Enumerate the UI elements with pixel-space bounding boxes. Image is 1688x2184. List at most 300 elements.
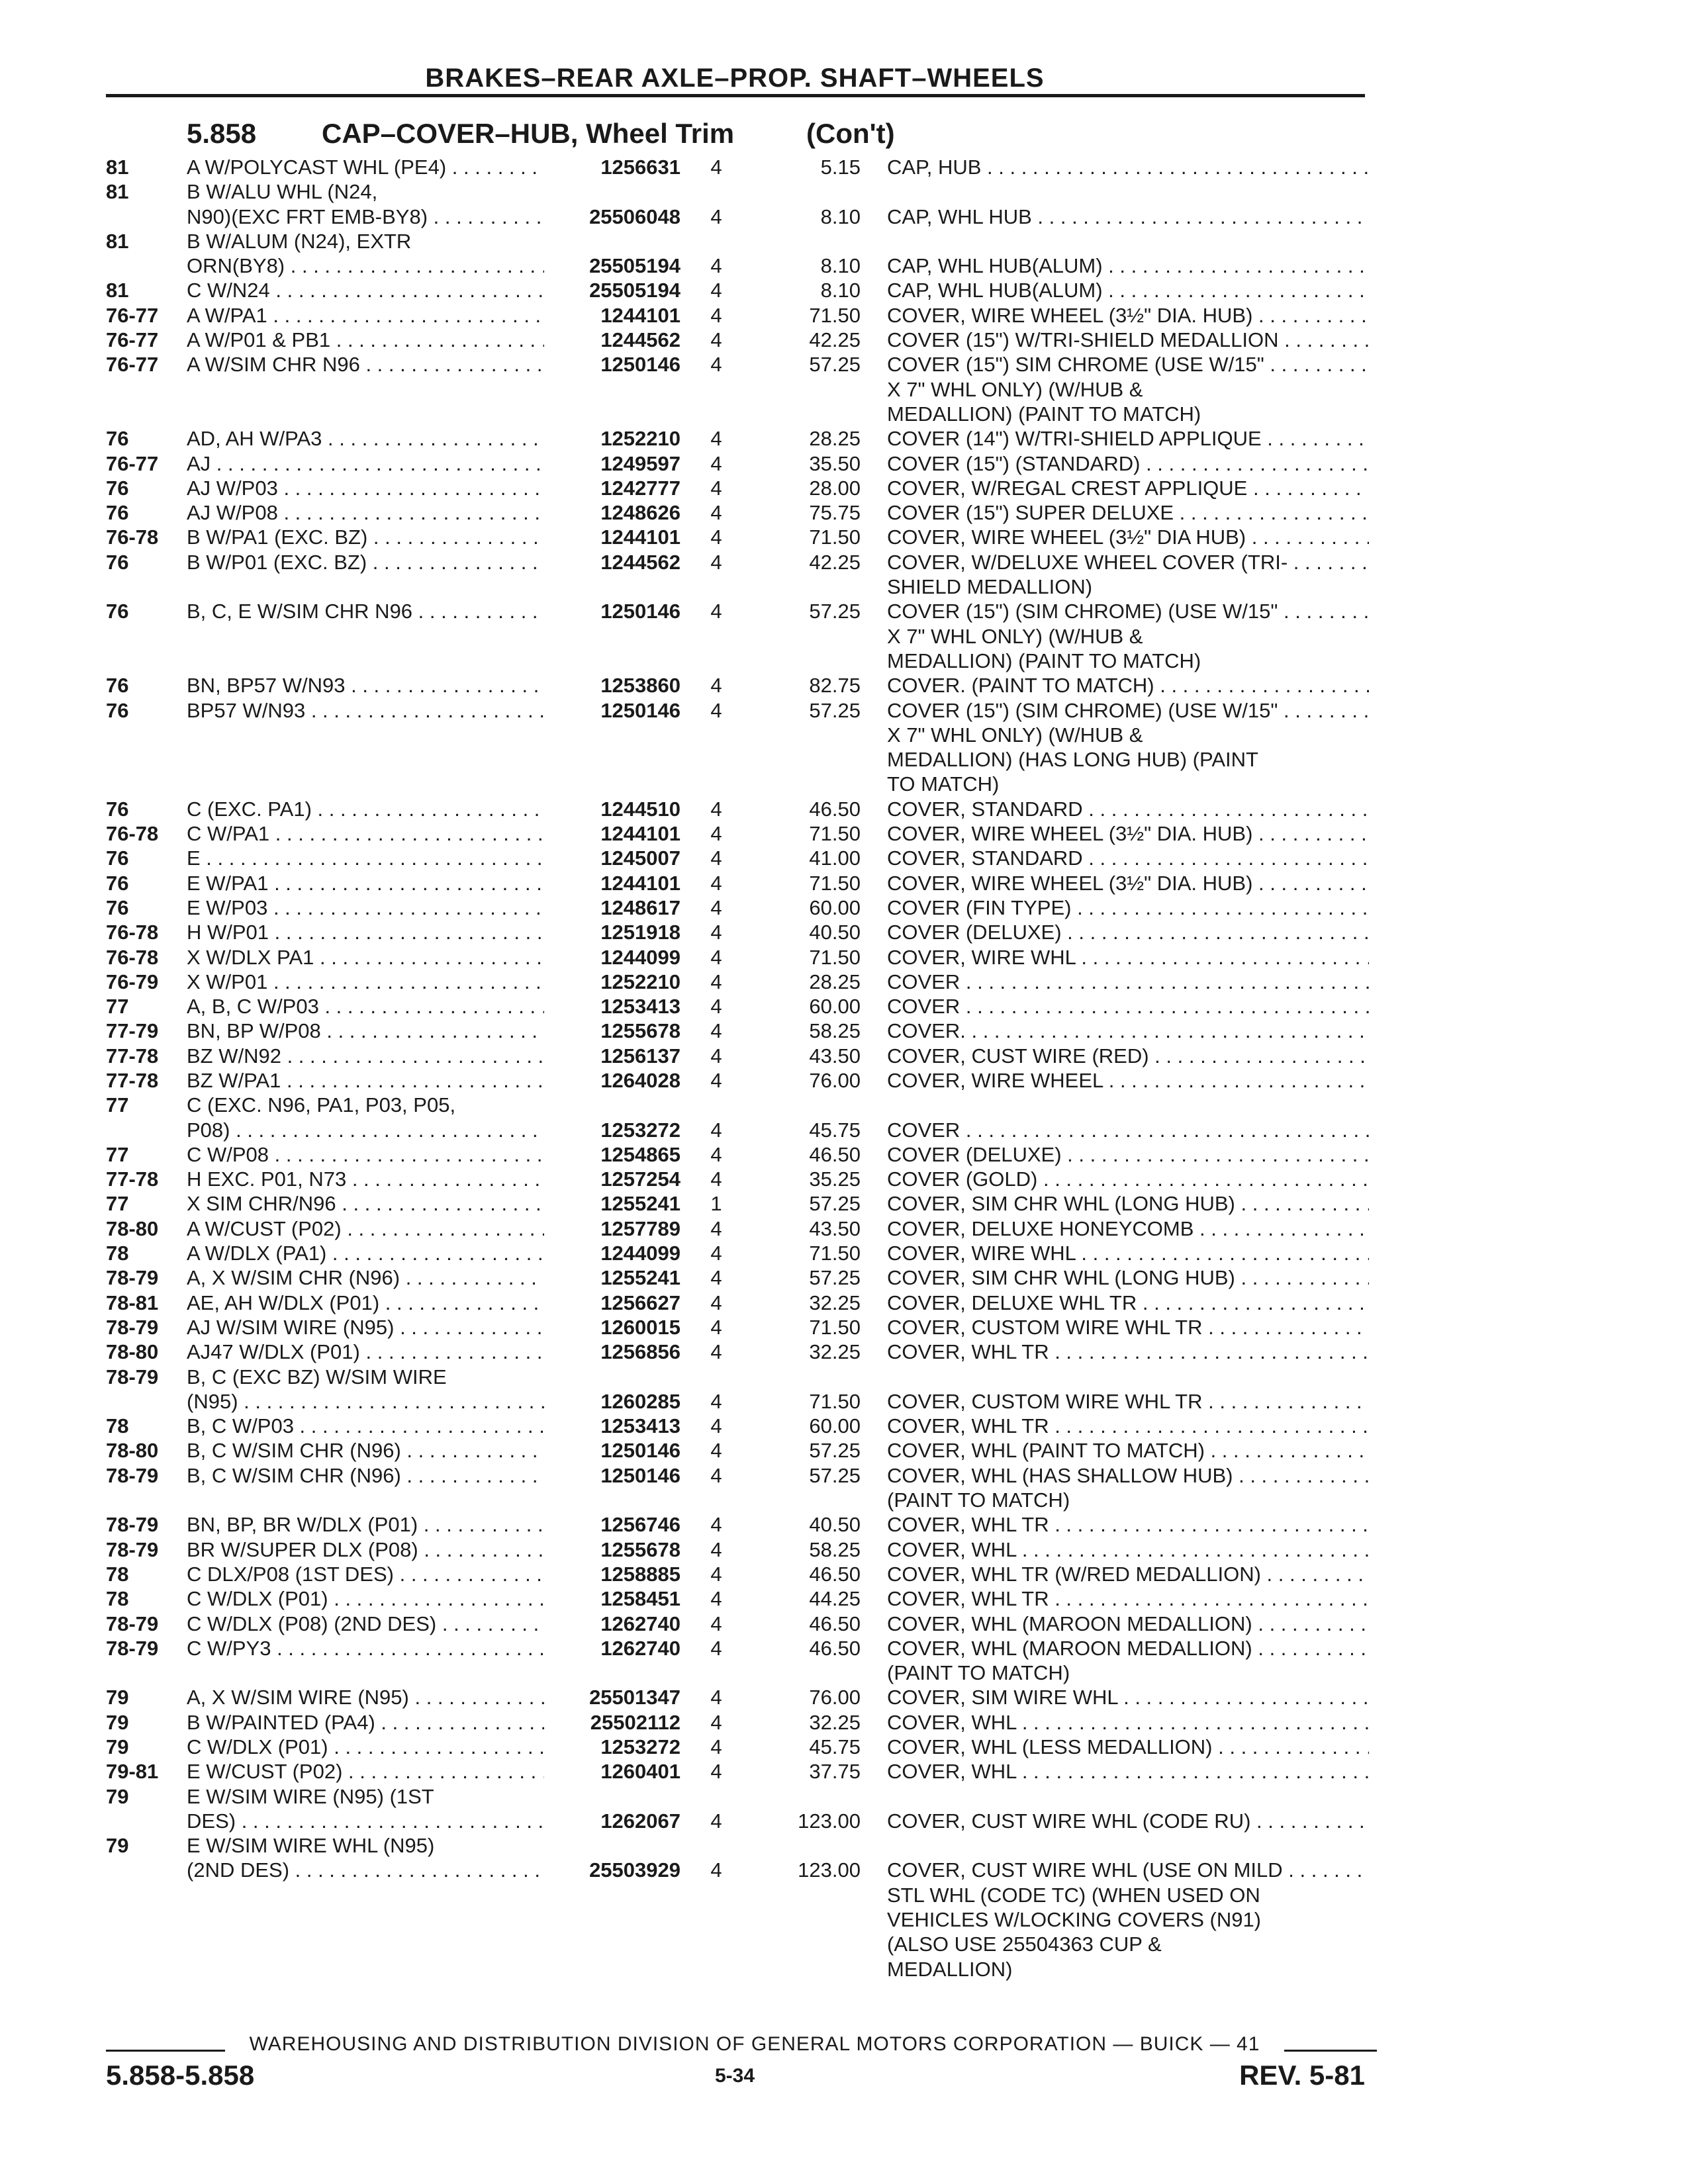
usage-description: (N95) . . . bbox=[187, 1389, 544, 1414]
usage-description: B W/P01 (EXC. BZ) . . . bbox=[187, 550, 544, 574]
model-year: 78-79 bbox=[106, 1463, 159, 1487]
table-row bbox=[0, 303, 1688, 328]
price: 58.25 bbox=[809, 1019, 861, 1043]
part-name: COVER, WIRE WHEEL (3½" DIA. HUB) . . . bbox=[887, 821, 1369, 846]
table-row bbox=[0, 1759, 1688, 1784]
part-name: CAP, WHL HUB(ALUM) . . . bbox=[887, 278, 1369, 302]
part-name: COVER, WIRE WHL . . . bbox=[887, 1241, 1369, 1265]
usage-description: BN, BP57 W/N93 . . . bbox=[187, 673, 544, 698]
part-name: COVER, SIM CHR WHL (LONG HUB) . . . bbox=[887, 1265, 1369, 1290]
quantity: 4 bbox=[710, 550, 722, 574]
section-name: CAP–COVER–HUB, Wheel Trim bbox=[322, 118, 735, 149]
part-name: X 7" WHL ONLY) (W/HUB & bbox=[887, 723, 1143, 747]
section-number: 5.858 bbox=[187, 118, 257, 149]
quantity: 4 bbox=[710, 1216, 722, 1240]
model-year: 76-78 bbox=[106, 921, 159, 944]
quantity: 4 bbox=[710, 1562, 722, 1586]
part-number: 1250146 bbox=[600, 600, 680, 623]
model-year: 76 bbox=[106, 476, 129, 500]
price: 35.50 bbox=[809, 451, 861, 475]
part-name: COVER (FIN TYPE) . . . bbox=[887, 895, 1369, 920]
price: 32.25 bbox=[809, 1710, 861, 1734]
usage-description: A W/CUST (P02) . . . bbox=[187, 1216, 544, 1241]
table-row bbox=[0, 970, 1688, 994]
price: 40.50 bbox=[809, 1513, 861, 1537]
table-row bbox=[0, 1932, 1688, 1956]
part-number: 1245007 bbox=[600, 846, 680, 870]
part-number: 1244101 bbox=[600, 303, 680, 327]
usage-description: BZ W/N92 . . . bbox=[187, 1044, 544, 1068]
part-number: 1244562 bbox=[600, 550, 680, 574]
table-row bbox=[0, 574, 1688, 599]
part-name: X 7" WHL ONLY) (W/HUB & bbox=[887, 624, 1143, 648]
table-row bbox=[0, 1265, 1688, 1290]
table-row bbox=[0, 1216, 1688, 1241]
usage-description: C W/N24 . . . bbox=[187, 278, 544, 302]
quantity: 4 bbox=[710, 1291, 722, 1314]
part-name: COVER, WHL TR . . . bbox=[887, 1586, 1369, 1611]
quantity: 4 bbox=[710, 501, 722, 525]
model-year: 81 bbox=[106, 279, 129, 302]
table-row bbox=[0, 1191, 1688, 1216]
table-row bbox=[0, 229, 1688, 253]
table-row bbox=[0, 1167, 1688, 1191]
quantity: 4 bbox=[710, 303, 722, 327]
model-year: 78-79 bbox=[106, 1513, 159, 1537]
table-row bbox=[0, 155, 1688, 179]
part-name: COVER. (PAINT TO MATCH) . . . bbox=[887, 673, 1369, 698]
usage-description: A W/PA1 . . . bbox=[187, 303, 544, 328]
price: 35.25 bbox=[809, 1167, 861, 1191]
table-row bbox=[0, 1093, 1688, 1117]
part-name: COVER, W/REGAL CREST APPLIQUE . . . bbox=[887, 476, 1369, 500]
price: 57.25 bbox=[809, 1439, 861, 1463]
table-row bbox=[0, 1118, 1688, 1142]
table-row bbox=[0, 476, 1688, 500]
quantity: 4 bbox=[710, 476, 722, 500]
table-row bbox=[0, 1685, 1688, 1709]
table-row bbox=[0, 747, 1688, 772]
table-row bbox=[0, 1562, 1688, 1586]
model-year: 77-78 bbox=[106, 1044, 159, 1068]
part-number: 1253413 bbox=[600, 995, 680, 1019]
part-number: 1250146 bbox=[600, 353, 680, 377]
footer-section-range: 5.858-5.858 bbox=[106, 2060, 255, 2091]
table-row bbox=[0, 550, 1688, 574]
footer-rule-left bbox=[106, 2050, 225, 2052]
model-year: 79 bbox=[106, 1735, 129, 1758]
model-year: 77-78 bbox=[106, 1068, 159, 1092]
model-year: 76 bbox=[106, 846, 129, 870]
table-row bbox=[0, 1241, 1688, 1265]
part-number: 25502112 bbox=[590, 1710, 680, 1734]
quantity: 4 bbox=[710, 797, 722, 821]
quantity: 4 bbox=[710, 328, 722, 352]
part-name: COVER, WHL . . . bbox=[887, 1710, 1369, 1735]
usage-description: C W/DLX (P01) . . . bbox=[187, 1586, 544, 1611]
section-continued: (Con't) bbox=[806, 118, 895, 149]
part-name: COVER, SIM WIRE WHL . . . bbox=[887, 1685, 1369, 1709]
model-year: 81 bbox=[106, 229, 129, 253]
table-row bbox=[0, 1537, 1688, 1562]
price: 40.50 bbox=[809, 921, 861, 944]
price: 28.25 bbox=[809, 970, 861, 993]
usage-description: (2ND DES) . . . bbox=[187, 1858, 544, 1882]
part-name: COVER (GOLD) . . . bbox=[887, 1167, 1369, 1191]
usage-description: A W/P01 & PB1 . . . bbox=[187, 328, 544, 352]
quantity: 4 bbox=[710, 1463, 722, 1487]
part-number: 1250146 bbox=[600, 1463, 680, 1487]
table-row bbox=[0, 451, 1688, 476]
usage-description: BP57 W/N93 . . . bbox=[187, 698, 544, 723]
quantity: 4 bbox=[710, 1710, 722, 1734]
table-row bbox=[0, 895, 1688, 920]
price: 45.75 bbox=[809, 1735, 861, 1758]
part-name: COVER, WHL TR . . . bbox=[887, 1340, 1369, 1364]
usage-description: N90)(EXC FRT EMB-BY8) . . . bbox=[187, 205, 544, 229]
model-year: 78-80 bbox=[106, 1340, 159, 1364]
usage-description: B, C, E W/SIM CHR N96 . . . bbox=[187, 599, 544, 623]
quantity: 4 bbox=[710, 698, 722, 722]
part-number: 1258451 bbox=[600, 1587, 680, 1611]
usage-description: C W/PY3 . . . bbox=[187, 1636, 544, 1661]
model-year: 76 bbox=[106, 871, 129, 895]
usage-description: X W/P01 . . . bbox=[187, 970, 544, 994]
price: 42.25 bbox=[809, 328, 861, 352]
table-row bbox=[0, 1512, 1688, 1537]
price: 32.25 bbox=[809, 1340, 861, 1364]
part-name: COVER, WHL TR (W/RED MEDALLION) . . . bbox=[887, 1562, 1369, 1586]
table-row bbox=[0, 723, 1688, 747]
part-name: COVER (DELUXE) . . . bbox=[887, 920, 1369, 944]
model-year: 78-79 bbox=[106, 1266, 159, 1290]
quantity: 4 bbox=[710, 279, 722, 302]
table-row bbox=[0, 1068, 1688, 1093]
part-name: COVER, WHL . . . bbox=[887, 1537, 1369, 1562]
part-name: COVER, WHL (MAROON MEDALLION) . . . bbox=[887, 1612, 1369, 1636]
quantity: 4 bbox=[710, 1242, 722, 1265]
model-year: 78 bbox=[106, 1414, 129, 1438]
quantity: 4 bbox=[710, 156, 722, 179]
price: 44.25 bbox=[809, 1587, 861, 1611]
part-number: 1262067 bbox=[600, 1809, 680, 1833]
part-name: COVER, CUST WIRE (RED) . . . bbox=[887, 1044, 1369, 1068]
model-year: 76-78 bbox=[106, 822, 159, 846]
quantity: 4 bbox=[710, 1858, 722, 1882]
price: 28.25 bbox=[809, 427, 861, 451]
usage-description: B W/PA1 (EXC. BZ) . . . bbox=[187, 525, 544, 549]
table-row bbox=[0, 1907, 1688, 1932]
part-number: 1244101 bbox=[600, 871, 680, 895]
table-row bbox=[0, 698, 1688, 723]
part-name: COVER, WIRE WHEEL (3½" DIA. HUB) . . . bbox=[887, 303, 1369, 328]
part-number: 1256746 bbox=[600, 1513, 680, 1537]
quantity: 4 bbox=[710, 945, 722, 969]
table-row bbox=[0, 599, 1688, 623]
usage-description: C W/DLX (P08) (2ND DES) . . . bbox=[187, 1612, 544, 1636]
price: 45.75 bbox=[809, 1118, 861, 1142]
table-row bbox=[0, 1463, 1688, 1488]
usage-description: B, C (EXC BZ) W/SIM WIRE bbox=[187, 1365, 447, 1388]
usage-description: X SIM CHR/N96 . . . bbox=[187, 1191, 544, 1216]
table-row bbox=[0, 1586, 1688, 1611]
usage-description: B W/ALUM (N24), EXTR bbox=[187, 229, 412, 253]
part-number: 1260285 bbox=[600, 1389, 680, 1413]
part-name: CAP, HUB . . . bbox=[887, 155, 1369, 179]
quantity: 4 bbox=[710, 254, 722, 278]
quantity: 4 bbox=[710, 995, 722, 1019]
model-year: 79 bbox=[106, 1710, 129, 1734]
table-row bbox=[0, 1438, 1688, 1463]
table-row bbox=[0, 1291, 1688, 1315]
header-rule bbox=[106, 94, 1365, 97]
price: 41.00 bbox=[809, 846, 861, 870]
price: 57.25 bbox=[809, 1192, 861, 1216]
quantity: 4 bbox=[710, 822, 722, 846]
price: 28.00 bbox=[809, 476, 861, 500]
price: 46.50 bbox=[809, 797, 861, 821]
table-row bbox=[0, 328, 1688, 352]
usage-description: E W/SIM WIRE WHL (N95) bbox=[187, 1834, 435, 1858]
model-year: 77-78 bbox=[106, 1167, 159, 1191]
part-name: COVER, WHL TR . . . bbox=[887, 1414, 1369, 1438]
usage-description: C W/PA1 . . . bbox=[187, 821, 544, 846]
part-number: 1244101 bbox=[600, 822, 680, 846]
part-name: COVER . . . bbox=[887, 970, 1369, 994]
table-row bbox=[0, 1340, 1688, 1364]
table-row bbox=[0, 1142, 1688, 1167]
usage-description: AD, AH W/PA3 . . . bbox=[187, 426, 544, 451]
quantity: 4 bbox=[710, 1142, 722, 1166]
usage-description: A W/POLYCAST WHL (PE4) . . . . . . bbox=[187, 155, 544, 179]
part-number: 1253272 bbox=[600, 1118, 680, 1142]
part-number: 1262740 bbox=[600, 1612, 680, 1635]
price: 75.75 bbox=[809, 501, 861, 525]
price: 58.25 bbox=[809, 1537, 861, 1561]
part-number: 1253413 bbox=[600, 1414, 680, 1438]
part-name: COVER, WHL . . . bbox=[887, 1759, 1369, 1784]
part-name: COVER . . . bbox=[887, 1118, 1369, 1142]
model-year: 81 bbox=[106, 156, 129, 179]
model-year: 78 bbox=[106, 1562, 129, 1586]
price: 46.50 bbox=[809, 1142, 861, 1166]
part-name: COVER, WHL (LESS MEDALLION) . . . bbox=[887, 1735, 1369, 1759]
model-year: 76 bbox=[106, 600, 129, 623]
price: 37.75 bbox=[809, 1760, 861, 1784]
part-name: COVER, CUST WIRE WHL (USE ON MILD . . . bbox=[887, 1858, 1369, 1882]
model-year: 78-79 bbox=[106, 1636, 159, 1660]
quantity: 4 bbox=[710, 1266, 722, 1290]
usage-description: BN, BP W/P08 . . . bbox=[187, 1019, 544, 1043]
model-year: 78 bbox=[106, 1587, 129, 1611]
usage-description: C W/DLX (P01) . . . bbox=[187, 1735, 544, 1759]
model-year: 77-79 bbox=[106, 1019, 159, 1043]
usage-description: H W/P01 . . . bbox=[187, 920, 544, 944]
table-row bbox=[0, 772, 1688, 796]
part-number: 1252210 bbox=[600, 427, 680, 451]
price: 71.50 bbox=[809, 822, 861, 846]
quantity: 4 bbox=[710, 1587, 722, 1611]
usage-description: C DLX/P08 (1ST DES) . . . bbox=[187, 1562, 544, 1586]
part-number: 1248626 bbox=[600, 501, 680, 525]
price: 76.00 bbox=[809, 1068, 861, 1092]
usage-description: A, X W/SIM WIRE (N95) . . . bbox=[187, 1685, 544, 1709]
quantity: 4 bbox=[710, 1044, 722, 1068]
table-row bbox=[0, 1784, 1688, 1809]
price: 43.50 bbox=[809, 1216, 861, 1240]
model-year: 76 bbox=[106, 550, 129, 574]
part-number: 1264028 bbox=[600, 1068, 680, 1092]
part-number: 1251918 bbox=[600, 921, 680, 944]
price: 71.50 bbox=[809, 303, 861, 327]
part-number: 1260015 bbox=[600, 1315, 680, 1339]
quantity: 4 bbox=[710, 427, 722, 451]
part-name: COVER, SIM CHR WHL (LONG HUB) . . . bbox=[887, 1191, 1369, 1216]
quantity: 4 bbox=[710, 1389, 722, 1413]
part-name: COVER, WIRE WHEEL . . . bbox=[887, 1068, 1369, 1093]
part-name: COVER (DELUXE) . . . bbox=[887, 1142, 1369, 1167]
part-number: 1252210 bbox=[600, 970, 680, 993]
part-number: 1262740 bbox=[600, 1636, 680, 1660]
quantity: 4 bbox=[710, 205, 722, 228]
table-row bbox=[0, 945, 1688, 970]
quantity: 4 bbox=[710, 1414, 722, 1438]
table-row bbox=[0, 1365, 1688, 1389]
model-year: 78 bbox=[106, 1242, 129, 1265]
model-year: 76 bbox=[106, 698, 129, 722]
part-number: 1244099 bbox=[600, 1242, 680, 1265]
table-row bbox=[0, 1044, 1688, 1068]
part-name: CAP, WHL HUB(ALUM) . . . bbox=[887, 253, 1369, 278]
part-name: COVER, CUSTOM WIRE WHL TR . . . bbox=[887, 1389, 1369, 1414]
part-number: 1257789 bbox=[600, 1216, 680, 1240]
model-year: 77 bbox=[106, 1192, 129, 1216]
part-number: 1253860 bbox=[600, 674, 680, 698]
part-name: COVER, DELUXE HONEYCOMB . . . bbox=[887, 1216, 1369, 1241]
quantity: 4 bbox=[710, 1809, 722, 1833]
part-name: COVER (14") W/TRI-SHIELD APPLIQUE . . . bbox=[887, 426, 1369, 451]
price: 60.00 bbox=[809, 895, 861, 919]
usage-description: A W/DLX (PA1) . . . bbox=[187, 1241, 544, 1265]
quantity: 4 bbox=[710, 1513, 722, 1537]
table-row bbox=[0, 1661, 1688, 1685]
model-year: 76-77 bbox=[106, 328, 159, 352]
price: 71.50 bbox=[809, 1315, 861, 1339]
part-name: MEDALLION) (PAINT TO MATCH) bbox=[887, 649, 1201, 672]
part-number: 1254865 bbox=[600, 1142, 680, 1166]
table-row bbox=[0, 1315, 1688, 1340]
model-year: 81 bbox=[106, 180, 129, 204]
table-row bbox=[0, 205, 1688, 229]
quantity: 4 bbox=[710, 846, 722, 870]
part-name: MEDALLION) (PAINT TO MATCH) bbox=[887, 402, 1201, 426]
usage-description: AE, AH W/DLX (P01) . . . bbox=[187, 1291, 544, 1315]
quantity: 4 bbox=[710, 1636, 722, 1660]
model-year: 78-80 bbox=[106, 1439, 159, 1463]
table-row bbox=[0, 846, 1688, 870]
part-name: (PAINT TO MATCH) bbox=[887, 1488, 1070, 1512]
table-row bbox=[0, 797, 1688, 821]
quantity: 4 bbox=[710, 600, 722, 623]
table-row bbox=[0, 352, 1688, 377]
part-name: (PAINT TO MATCH) bbox=[887, 1661, 1070, 1685]
table-row bbox=[0, 1636, 1688, 1661]
table-row bbox=[0, 179, 1688, 204]
quantity: 4 bbox=[710, 1019, 722, 1043]
model-year: 76-77 bbox=[106, 451, 159, 475]
footer-page-number: 5-34 bbox=[715, 2065, 755, 2087]
usage-description: AJ W/P03 . . . bbox=[187, 476, 544, 500]
part-name: COVER. . . . bbox=[887, 1019, 1369, 1043]
quantity: 4 bbox=[710, 970, 722, 993]
part-number: 1244099 bbox=[600, 945, 680, 969]
part-number: 1248617 bbox=[600, 895, 680, 919]
table-row bbox=[0, 624, 1688, 649]
quantity: 4 bbox=[710, 871, 722, 895]
price: 123.00 bbox=[798, 1858, 861, 1882]
price: 8.10 bbox=[820, 205, 861, 228]
table-row bbox=[0, 377, 1688, 402]
price: 57.25 bbox=[809, 600, 861, 623]
quantity: 4 bbox=[710, 1612, 722, 1635]
price: 42.25 bbox=[809, 550, 861, 574]
table-row bbox=[0, 1389, 1688, 1414]
part-name: STL WHL (CODE TC) (WHEN USED ON bbox=[887, 1883, 1260, 1907]
part-name: MEDALLION) bbox=[887, 1957, 1013, 1981]
quantity: 4 bbox=[710, 921, 722, 944]
price: 46.50 bbox=[809, 1636, 861, 1660]
price: 46.50 bbox=[809, 1612, 861, 1635]
footer-rule-right bbox=[1284, 2050, 1377, 2052]
part-name: COVER, DELUXE WHL TR . . . bbox=[887, 1291, 1369, 1315]
table-row bbox=[0, 500, 1688, 525]
table-row bbox=[0, 1710, 1688, 1735]
table-row bbox=[0, 994, 1688, 1019]
price: 57.25 bbox=[809, 353, 861, 377]
quantity: 4 bbox=[710, 1760, 722, 1784]
table-row bbox=[0, 649, 1688, 673]
part-number: 25506048 bbox=[589, 205, 680, 228]
price: 46.50 bbox=[809, 1562, 861, 1586]
model-year: 76-77 bbox=[106, 353, 159, 377]
part-number: 1256856 bbox=[600, 1340, 680, 1364]
part-name: COVER, STANDARD . . . bbox=[887, 797, 1369, 821]
quantity: 4 bbox=[710, 674, 722, 698]
part-name: COVER (15") (SIM CHROME) (USE W/15" . . . bbox=[887, 698, 1369, 723]
model-year: 76 bbox=[106, 501, 129, 525]
part-name: SHIELD MEDALLION) bbox=[887, 575, 1093, 599]
quantity: 4 bbox=[710, 1068, 722, 1092]
table-row bbox=[0, 426, 1688, 451]
price: 71.50 bbox=[809, 1242, 861, 1265]
quantity: 4 bbox=[710, 1735, 722, 1758]
quantity: 4 bbox=[710, 353, 722, 377]
part-number: 25501347 bbox=[589, 1686, 680, 1709]
part-number: 25503929 bbox=[589, 1858, 680, 1882]
table-row bbox=[0, 1488, 1688, 1512]
usage-description: E W/CUST (P02) . . . bbox=[187, 1759, 544, 1784]
usage-description: AJ W/SIM WIRE (N95) . . . bbox=[187, 1315, 544, 1340]
model-year: 78-80 bbox=[106, 1216, 159, 1240]
part-number: 1258885 bbox=[600, 1562, 680, 1586]
price: 43.50 bbox=[809, 1044, 861, 1068]
part-number: 1253272 bbox=[600, 1735, 680, 1758]
part-number: 1250146 bbox=[600, 698, 680, 722]
quantity: 4 bbox=[710, 1340, 722, 1364]
price: 123.00 bbox=[798, 1809, 861, 1833]
model-year: 79 bbox=[106, 1784, 129, 1808]
usage-description: BZ W/PA1 . . . bbox=[187, 1068, 544, 1093]
